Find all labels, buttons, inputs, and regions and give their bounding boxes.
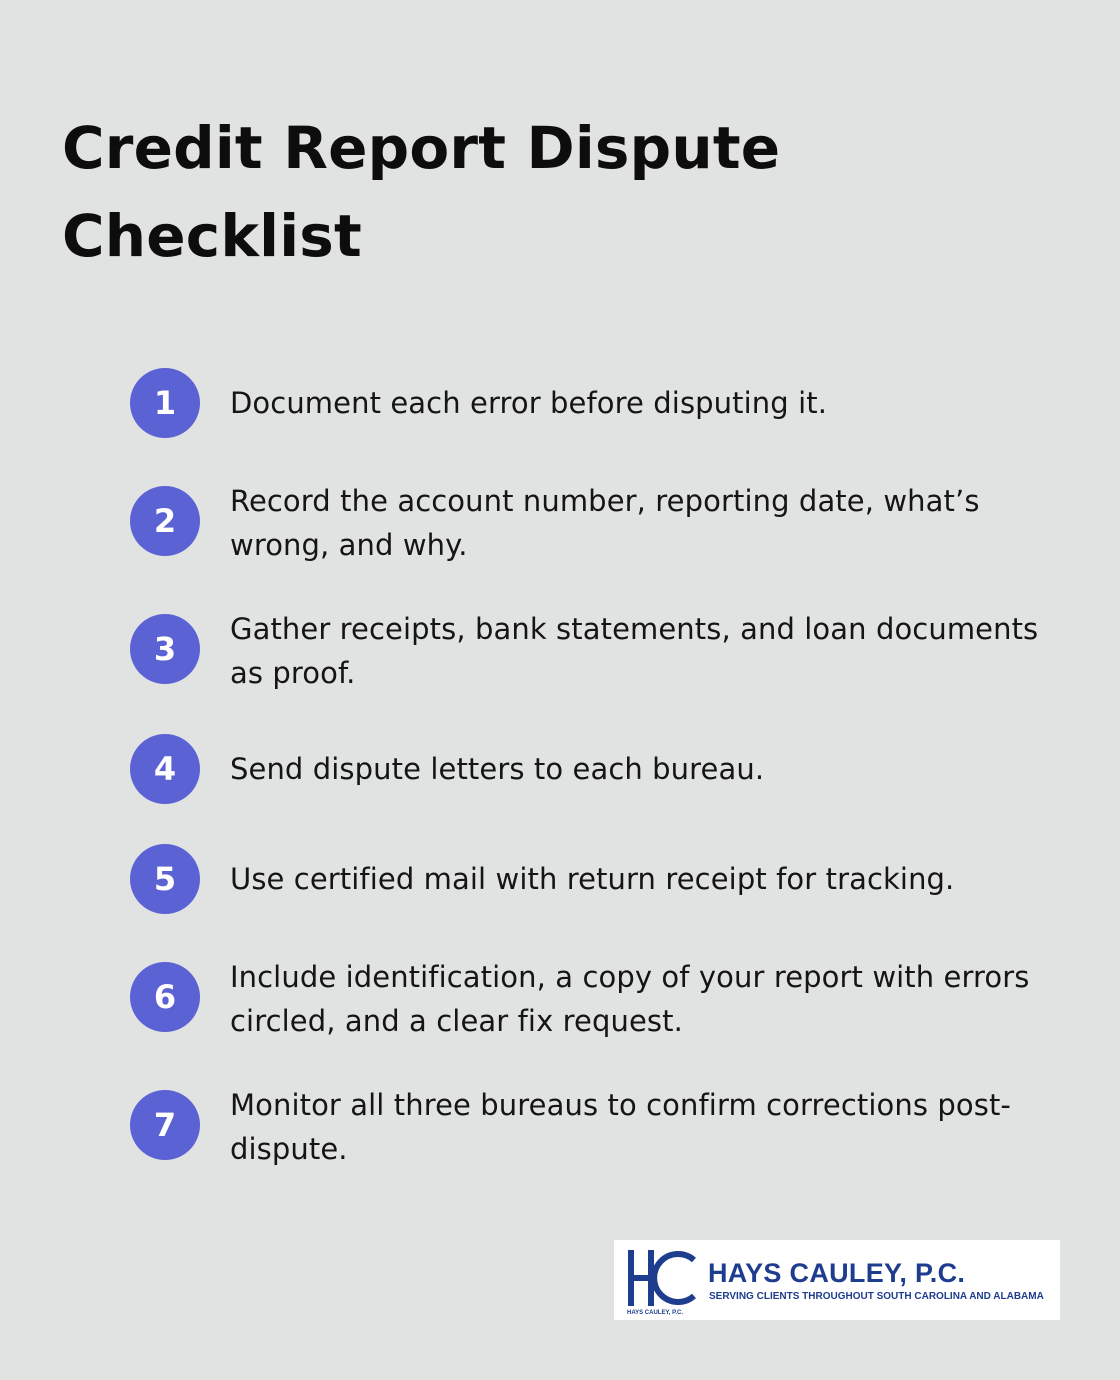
step-number-badge: 5 bbox=[130, 844, 200, 914]
checklist-item-text: Send dispute letters to each bureau. bbox=[230, 752, 765, 786]
logo-company-name: HAYS CAULEY, P.C. bbox=[708, 1258, 966, 1288]
step-number-badge: 1 bbox=[130, 368, 200, 438]
step-number-badge: 2 bbox=[130, 486, 200, 556]
checklist-item-text: Gather receipts, bank statements, and loan documents as proof. bbox=[230, 612, 1039, 690]
logo-tagline: SERVING CLIENTS THROUGHOUT SOUTH CAROLINA AND ALABAMA bbox=[709, 1291, 1044, 1302]
company-logo bbox=[614, 1240, 1060, 1320]
step-number-badge: 4 bbox=[130, 734, 200, 804]
checklist-item-text: Document each error before disputing it. bbox=[230, 386, 828, 420]
checklist-item-text: Record the account number, reporting date, what’s wrong, and why. bbox=[230, 484, 980, 562]
checklist-item-text: Monitor all three bureaus to confirm corrections post-dispute. bbox=[230, 1088, 1011, 1166]
step-number-badge: 7 bbox=[130, 1090, 200, 1160]
step-number-badge: 6 bbox=[130, 962, 200, 1032]
hc-monogram-icon bbox=[624, 1244, 700, 1308]
logo-small-text: HAYS CAULEY, P.C. bbox=[627, 1310, 684, 1316]
checklist-item-text: Include identification, a copy of your report with errors circled, and a clear fix request. bbox=[230, 960, 1030, 1038]
page-title: Credit Report Dispute Checklist bbox=[62, 114, 781, 270]
step-number-badge: 3 bbox=[130, 614, 200, 684]
checklist-item-text: Use certified mail with return receipt for tracking. bbox=[230, 862, 955, 896]
